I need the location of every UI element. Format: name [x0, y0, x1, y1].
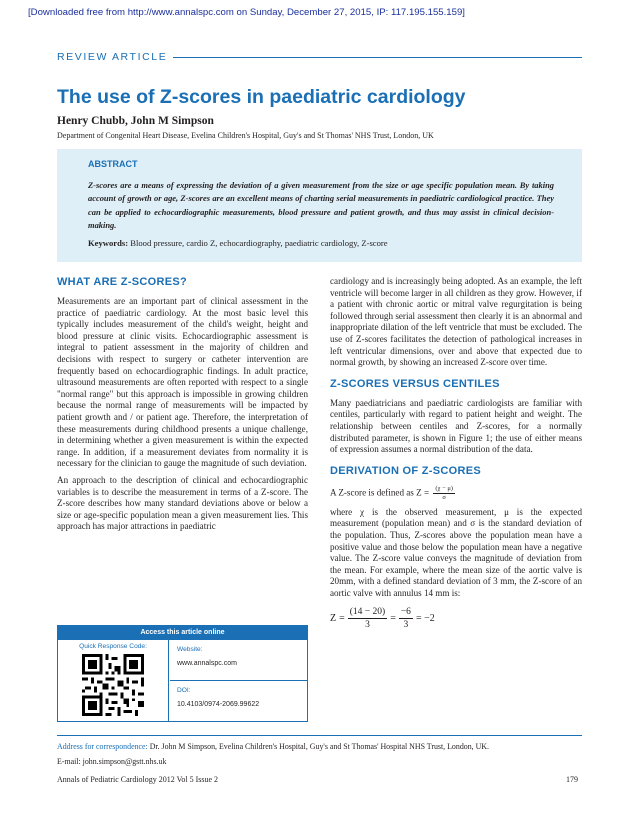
article-type-row — [57, 51, 582, 63]
keywords — [88, 238, 388, 248]
right-column — [330, 276, 582, 631]
example-fraction-1 — [348, 606, 387, 631]
correspondence-label: Address for correspondence: — [57, 742, 148, 751]
qr-code-image — [82, 654, 144, 716]
keywords-label: Keywords: — [88, 238, 129, 248]
footer-page-number: 179 — [566, 775, 578, 784]
left-column — [57, 276, 308, 538]
website-block — [170, 640, 307, 681]
paper-title: The use of Z-scores in paediatric cardiology — [57, 86, 466, 108]
formula-numerator: (χ − μ) — [435, 484, 453, 492]
paragraph: cardiology and is increasingly being adopted. As an example, the left ventricle will become larger in all children as they grow. However, if a patient with chronic aortic or mitral valve regurgitation is being followed through serial assessment then clearly it is an abnormal and inappropriate dilation of the left ventricle that must be excluded. The use of Z-scores facilitates the detection of pathological increases in left ventricular dimensions, over and above that expected due to normal growth, by showing an increased Z-score over time. — [330, 276, 582, 368]
abstract-box — [57, 149, 582, 262]
authors: Henry Chubb, John M Simpson — [57, 115, 214, 127]
abstract-text: Z-scores are a means of expressing the deviation of a given measurement from the size or age specific population mean. By taking account of growth or age, Z-scores are an excellent means of charting serial measurements in paediatric cardiological practice. They can be applied to echocardiographic measurements, blood pressure and patient growth, and thus may assist in clinical decision-making. — [88, 180, 554, 230]
section-heading-what: WHAT ARE Z-SCORES? — [57, 276, 188, 288]
example-lhs: Z — [330, 613, 337, 625]
doi-value[interactable]: 10.4103/0974-2069.99622 — [177, 701, 260, 708]
article-type-label: REVIEW ARTICLE — [57, 51, 168, 63]
example-result: = −2 — [415, 613, 435, 625]
qr-panel — [58, 640, 169, 722]
section-heading-versus: Z-SCORES VERSUS CENTILES — [330, 377, 500, 390]
website-label: Website: — [177, 646, 203, 653]
access-online-box — [57, 625, 308, 722]
keywords-list: Blood pressure, cardio Z, echocardiography, paediatric cardiology, Z-score — [130, 238, 388, 248]
example-equation — [330, 606, 582, 631]
z-score-formula — [433, 485, 455, 502]
website-link[interactable]: www.annalspc.com — [177, 660, 237, 667]
access-heading: Access this article online — [58, 626, 307, 640]
access-details — [170, 640, 307, 722]
example-numerator-2: −6 — [400, 607, 411, 618]
paragraph: where χ is the observed measurement, μ is the expected measurement (population mean) and σ is the standard deviation of the population. Thus, Z-scores above the population mean have a positive value and those below the population mean have a negative value. The Z-score value conveys the magnitude of deviation from the mean. For example, where the mean size of the aortic valve is 20mm, with a defined standard deviation of 3 mm, the Z-score of an aortic valve with annulus 14 mm is: — [330, 506, 582, 598]
example-fraction-2 — [399, 606, 413, 631]
doi-block — [170, 681, 307, 708]
example-denominator-1: 3 — [365, 620, 370, 631]
formula-fraction — [433, 485, 455, 502]
paragraph: An approach to the description of clinical and echocardiographic variables is to describe the measurement in terms of a Z-score. The Z-score describes how many standard deviations above or below a size or age-specific population mean a given measurement lies. This approach has major attractions in paediatric — [57, 474, 308, 532]
paragraph: Measurements are an important part of clinical assessment in the practice of paediatric cardiology. At the most basic level this typically includes measurement of the child's weight, height and blood pressure at clinic visits. Echocardiographic assessment is integral to patient assessment in the majority of children and decisions with respect to surgery or catheter intervention are frequently based on echocardiographic findings. In adult practice, ultrasound measurements are often reported with respect to a single "normal range" but this approach is impossible in growing children because the normal range of measurements will be impacted by patient growth and / or patient age. Therefore, the interpretation of these measurements during childhood presents a unique challenge, in determining whether a given measurement is within the expected range. In addition, if a measurement deviates from normality it is necessary for the clinician to gauge the magnitude of such deviation. — [57, 296, 308, 469]
example-denominator-2: 3 — [403, 620, 409, 631]
qr-label: Quick Response Code: — [79, 643, 147, 650]
paragraph: Many paediatricians and paediatric cardiologists are familiar with centiles, particularly with regard to patient height and weight. The relationship between centiles and Z-scores, for a normally distributed parameter, is shown in Figure 1; the use of either means of expression assumes a normal distribution of the data. — [330, 397, 582, 455]
article-type-rule — [173, 57, 582, 58]
doi-label: DOI: — [177, 687, 191, 694]
formula-line — [330, 485, 582, 502]
correspondence-rule — [57, 735, 582, 736]
section-heading-derivation: DERIVATION OF Z-SCORES — [330, 464, 482, 477]
formula-intro: A Z-score is defined as Z = — [330, 487, 430, 498]
abstract-heading: ABSTRACT — [88, 159, 138, 169]
footer-journal: Annals of Pediatric Cardiology 2012 Vol 5 Issue 2 — [57, 775, 219, 784]
download-banner: [Downloaded free from http://www.annalspc.com on Sunday, December 27, 2015, IP: 117.195.155.159] — [28, 7, 465, 18]
correspondence — [57, 742, 489, 751]
correspondence-email[interactable]: E-mail: john.simpson@gstt.nhs.uk — [57, 757, 167, 766]
affiliation: Department of Congenital Heart Disease, Evelina Children's Hospital, Guy's and St Thomas' NHS Trust, London, UK — [57, 131, 434, 140]
equals-sign: = — [339, 613, 345, 625]
equals-sign: = — [390, 613, 396, 625]
example-numerator-1: (14 − 20) — [349, 607, 386, 618]
formula-denominator: σ — [442, 493, 446, 501]
correspondence-text: Dr. John M Simpson, Evelina Children's Hospital, Guy's and St Thomas' Hospital NHS Trust, London, UK. — [149, 742, 489, 751]
